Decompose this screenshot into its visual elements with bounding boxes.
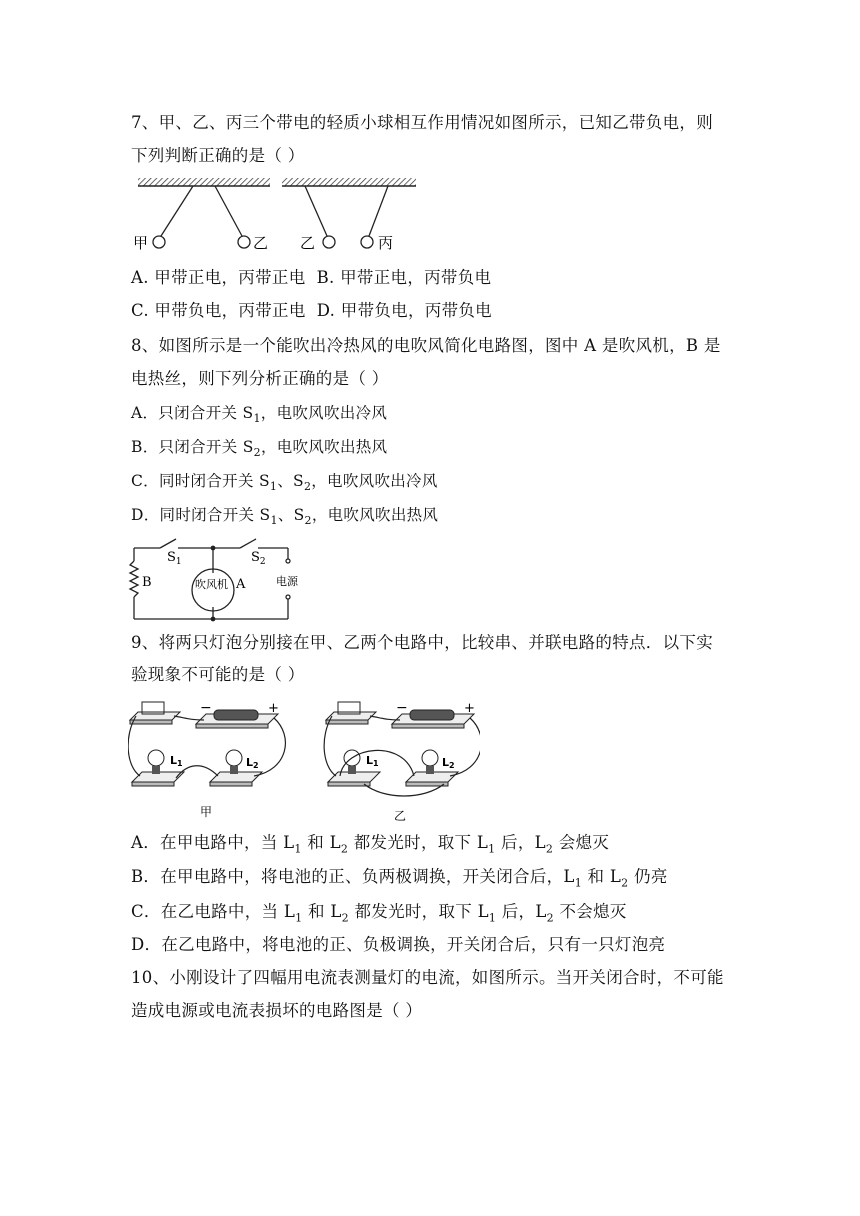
bulb-l1-jia <box>148 750 164 766</box>
ball-yi-right <box>323 236 335 248</box>
label-yi-2: 乙 <box>300 234 316 252</box>
battery-jia <box>214 710 258 720</box>
label-jia: 甲 <box>133 234 149 252</box>
q7-line2: 下列判断正确的是（ ） <box>131 146 305 165</box>
q7-line1: 7、甲、乙、丙三个带电的轻质小球相互作用情况如图所示，已知乙带负电，则 <box>131 113 713 132</box>
label-s2: $S_2$ <box>251 550 266 567</box>
q9-option-a: A．在甲电路中，当 $L_1$ 和 $L_2$ 都发光时，取下 $L_1$ 后，$L_2$ 会熄灭 <box>131 833 610 856</box>
ceiling-right <box>282 178 416 186</box>
label-bing: 丙 <box>378 234 394 252</box>
caption-jia: 甲 <box>200 805 213 819</box>
q7-option-a: A. 甲带正电，丙带正电 <box>131 268 306 287</box>
ball-bing <box>361 236 373 248</box>
q7-options-row2 <box>131 300 492 322</box>
q8-option-d: D．同时闭合开关 $S_1$、$S_2$，电吹风吹出热风 <box>131 506 439 528</box>
q8-option-c: C．同时闭合开关 $S_1$、$S_2$，电吹风吹出冷风 <box>131 472 438 494</box>
caption-yi: 乙 <box>394 809 407 823</box>
q9-option-b: B．在甲电路中，将电池的正、负两极调换，开关闭合后，$L_1$ 和 $L_2$ 仍亮 <box>131 867 668 890</box>
q9-circuits-figure <box>128 696 480 824</box>
q8-circuit-figure <box>128 533 308 627</box>
q7-option-c: C. 甲带负电，丙带正电 <box>131 301 306 320</box>
label-yi-1: 乙 <box>253 234 269 252</box>
q8-option-a: A．只闭合开关 $S_1$，电吹风吹出冷风 <box>131 404 388 426</box>
svg-text:L2: L2 <box>442 756 455 770</box>
battery-yi <box>410 710 454 720</box>
svg-text:+: + <box>268 701 279 716</box>
q8-line2: 电热丝，则下列分析正确的是（ ） <box>131 369 389 388</box>
q9-option-c: C．在乙电路中，当 $L_1$ 和 $L_2$ 都发光时，取下 $L_1$ 后，$L_2$ 不会熄灭 <box>131 902 627 925</box>
q7-balls-figure <box>130 176 420 258</box>
q9-option-d: D．在乙电路中，将电池的正、负极调换，开关闭合后，只有一只灯泡亮 <box>131 935 666 954</box>
svg-text:L2: L2 <box>246 756 259 770</box>
q8-option-b: B．只闭合开关 $S_2$，电吹风吹出热风 <box>131 438 388 460</box>
q9-line1: 9、将两只灯泡分别接在甲、乙两个电路中，比较串、并联电路的特点．以下实 <box>131 633 713 652</box>
label-motor: 吹风机 <box>195 578 228 591</box>
svg-text:L1: L1 <box>366 754 379 768</box>
q9-line2: 验现象不可能的是（ ） <box>131 665 305 684</box>
svg-text:+: + <box>464 701 475 716</box>
circuit-yi <box>324 700 480 823</box>
q8-line1: 8、如图所示是一个能吹出冷热风的电吹风简化电路图，图中 A 是吹风机，B 是 <box>131 336 721 355</box>
svg-text:L1: L1 <box>170 754 183 768</box>
circuit-jia <box>128 700 285 819</box>
label-b: B <box>142 575 152 590</box>
svg-text:−: − <box>200 700 212 716</box>
ball-yi-left <box>238 236 250 248</box>
label-s1: $S_1$ <box>167 550 182 567</box>
bulb-l2-jia <box>226 750 242 766</box>
q10-line2: 造成电源或电流表损坏的电路图是（ ） <box>131 1001 423 1020</box>
label-power: 电源 <box>276 575 298 588</box>
q10-line1: 10、小刚设计了四幅用电流表测量灯的电流，如图所示。当开关闭合时，不可能 <box>131 968 724 987</box>
switch-s2 <box>240 539 256 548</box>
label-a: A <box>236 577 246 592</box>
bulb-l2-yi <box>422 750 438 766</box>
ball-jia <box>153 236 165 248</box>
ceiling-left <box>138 178 270 186</box>
q7-options-row1 <box>131 267 491 289</box>
switch-s1 <box>160 539 176 548</box>
heater-wire-b <box>130 561 138 597</box>
svg-text:−: − <box>396 700 408 716</box>
q7-option-d: D. 甲带负电，丙带负电 <box>316 301 492 320</box>
q7-option-b: B. 甲带正电，丙带负电 <box>316 268 492 287</box>
